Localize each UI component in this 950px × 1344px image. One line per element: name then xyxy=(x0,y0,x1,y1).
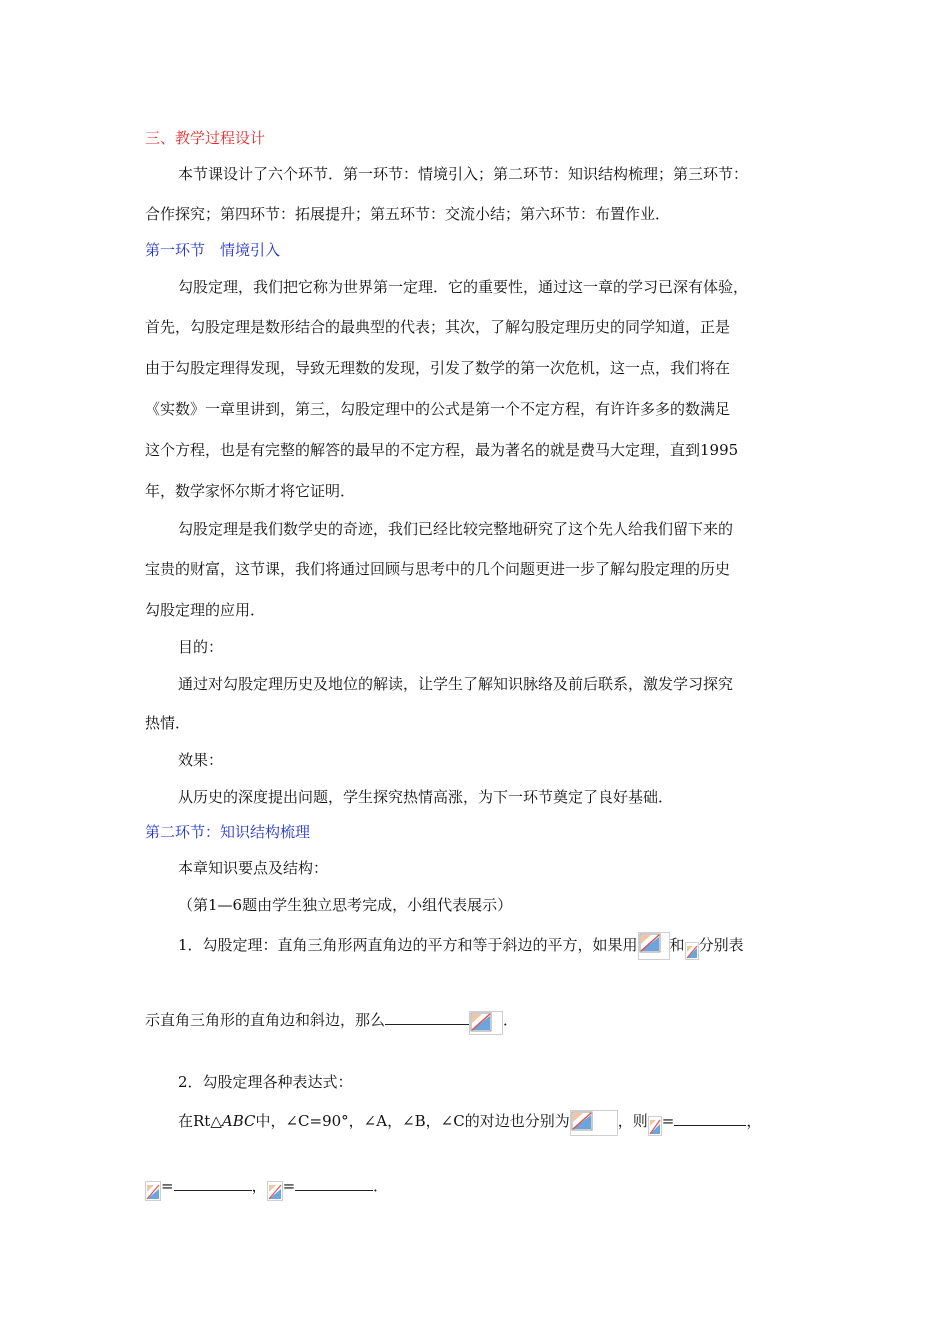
part1-p1-line-4: 《实数》一章里讲到，第三，勾股定理中的公式是第一个不定方程，有许许多多的数满足 xyxy=(145,400,731,418)
purpose-line-1: 通过对勾股定理历史及地位的解读，让学生了解知识脉络及前后联系，激发学习探究 xyxy=(178,675,734,693)
answer-blank xyxy=(385,1010,469,1025)
q1-text-c: 示直角三角形的直角边和斜边，那么 xyxy=(145,1011,386,1029)
answer-blank xyxy=(174,1176,252,1191)
purpose-line-2: 热情． xyxy=(145,714,191,732)
eq-sign: = xyxy=(661,1112,675,1130)
q2-abc: ABC xyxy=(221,1112,256,1130)
effect-text: 从历史的深度提出问题，学生探究热情高涨，为下一环节奠定了良好基础． xyxy=(178,788,674,806)
eq-sign: = xyxy=(161,1177,174,1195)
intro-line-1: 本节课设计了六个环节．第一环节：情境引入；第二环节：知识结构梳理；第三环节： xyxy=(178,165,749,183)
period: ． xyxy=(373,1177,389,1195)
part1-p1-line-2: 首先，勾股定理是数形结合的最典型的代表；其次，了解勾股定理历史的同学知道，正是 xyxy=(145,318,731,336)
broken-image-icon xyxy=(648,1116,662,1136)
broken-image-icon xyxy=(685,942,699,960)
comma: ， xyxy=(251,1177,267,1195)
q2-line-1 xyxy=(178,1110,761,1136)
broken-image-icon xyxy=(570,1110,618,1136)
q2-prefix: 在Rt△ xyxy=(178,1112,222,1130)
q1-line-2 xyxy=(145,1010,518,1035)
broken-image-icon xyxy=(267,1181,283,1201)
q2-mid: 中，∠C=90°，∠A，∠B，∠C的对边也分别为 xyxy=(255,1112,570,1130)
broken-image-icon xyxy=(469,1011,503,1035)
part2-heading: 第二环节：知识结构梳理 xyxy=(145,823,311,841)
purpose-label: 目的： xyxy=(178,638,224,656)
part1-p1-line-3: 由于勾股定理得发现，导致无理数的发现，引发了数学的第一次危机，这一点，我们将在 xyxy=(145,359,731,377)
broken-image-icon xyxy=(145,1181,161,1201)
q2-line-2 xyxy=(145,1176,388,1201)
part1-heading: 第一环节 情境引入 xyxy=(145,241,281,259)
broken-image-icon xyxy=(638,932,670,960)
q1-text-a: 1．勾股定理：直角三角形两直角边的平方和等于斜边的平方，如果用 xyxy=(178,936,638,954)
section-title: 三、教学过程设计 xyxy=(145,129,266,147)
part1-p2-line-1: 勾股定理是我们数学史的奇迹，我们已经比较完整地研究了这个先人给我们留下来的 xyxy=(178,520,734,538)
part1-p2-line-3: 勾股定理的应用． xyxy=(145,601,266,619)
structure-label: 本章知识要点及结构： xyxy=(178,859,329,877)
intro-line-2: 合作探究；第四环节：拓展提升；第五环节：交流小结；第六环节：布置作业． xyxy=(145,205,671,223)
part1-p1-line-6: 年，数学家怀尔斯才将它证明． xyxy=(145,482,356,500)
part1-p1-line-5: 这个方程，也是有完整的解答的最早的不定方程，最为著名的就是费马大定理，直到1995 xyxy=(145,441,739,459)
answer-blank xyxy=(674,1111,746,1126)
q1-and: 和 xyxy=(669,936,685,954)
part1-p2-line-2: 宝贵的财富，这节课，我们将通过回顾与思考中的几个问题更进一步了解勾股定理的历史 xyxy=(145,560,731,578)
q1-text-b: 分别表 xyxy=(698,936,744,954)
eq-sign: = xyxy=(282,1177,296,1195)
part1-p1-line-1: 勾股定理，我们把它称为世界第一定理．它的重要性，通过这一章的学习已深有体验， xyxy=(178,278,749,296)
effect-label: 效果： xyxy=(178,751,224,769)
q2-then: ，则 xyxy=(617,1112,648,1130)
answer-blank xyxy=(295,1176,373,1191)
q1-end: ． xyxy=(503,1011,519,1029)
part2-note: （第1—6题由学生独立思考完成，小组代表展示） xyxy=(178,896,513,914)
q1-line-1 xyxy=(178,932,744,960)
q2-title: 2．勾股定理各种表达式： xyxy=(178,1073,353,1091)
comma: ， xyxy=(746,1112,762,1130)
